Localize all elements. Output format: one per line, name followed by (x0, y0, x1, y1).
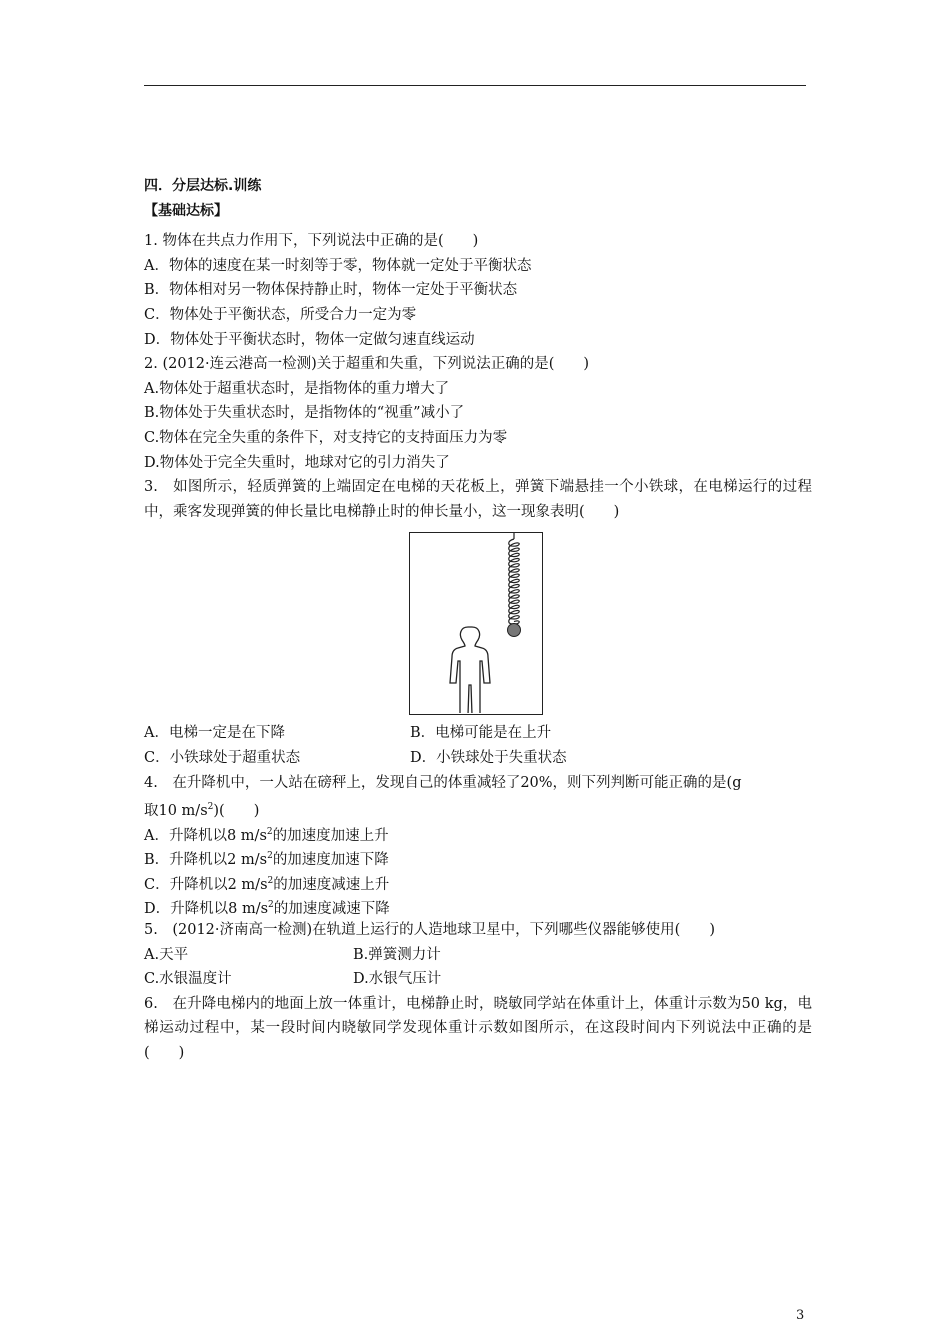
iron-ball-icon (508, 624, 521, 637)
question-5 (144, 918, 812, 992)
option-a: A.物体处于超重状态时，是指物体的重力增大了 (144, 380, 450, 397)
option-text: A．升降机以8 m/s (144, 827, 267, 844)
question-stem-line-1: 4. 在升降机中，一人站在磅秤上，发现自己的体重减轻了20%，则下列判断可能正确的是(g (144, 774, 742, 791)
options-row-2 (144, 746, 812, 771)
option-c: C．小铁球处于超重状态 (144, 749, 301, 766)
option-c (144, 869, 812, 894)
superscript: 2 (266, 826, 273, 837)
option-text: 的加速度减速上升 (273, 876, 390, 893)
option-b (144, 844, 812, 869)
stem-text: )( ) (213, 802, 260, 819)
section-title: 四．分层达标.训练 (144, 178, 262, 194)
question-4 (144, 771, 812, 919)
option-b: B．电梯可能是在上升 (410, 725, 552, 742)
option-c: C.水银温度计 (144, 971, 232, 988)
question-6 (144, 992, 812, 1066)
options-row-1 (144, 721, 812, 746)
option-text: C．升降机以2 m/s (144, 876, 268, 893)
option-d: D.水银气压计 (353, 971, 442, 988)
question-1 (144, 229, 812, 352)
question-2 (144, 352, 812, 475)
question-stem: 2. (2012·连云港高一检测)关于超重和失重，下列说法正确的是( ) (144, 356, 590, 373)
header-rule (144, 85, 806, 86)
elevator-figure (409, 532, 543, 715)
option-d: D．小铁球处于失重状态 (410, 749, 567, 766)
option-text: B．升降机以2 m/s (144, 852, 268, 869)
person-icon (450, 627, 490, 713)
option-a: A．电梯一定是在下降 (144, 725, 285, 742)
option-text: D．升降机以8 m/s (144, 901, 269, 918)
elevator-spring-diagram (410, 533, 541, 713)
option-a: A.天平 (144, 946, 189, 963)
option-c: C．物体处于平衡状态，所受合力一定为零 (144, 306, 417, 323)
superscript: 2 (267, 875, 274, 886)
superscript: 2 (267, 851, 273, 862)
spring-icon (509, 533, 520, 624)
page-number: 3 (796, 1308, 805, 1323)
option-text: 的加速度减速下降 (273, 901, 390, 918)
option-text: 的加速度加速下降 (272, 852, 389, 869)
options-row-2 (144, 967, 812, 992)
stem-text: 取10 m/s (144, 802, 208, 819)
option-d: D.物体处于完全失重时，地球对它的引力消失了 (144, 454, 450, 471)
question-stem-line-2 (144, 795, 812, 820)
option-c: C.物体在完全失重的条件下，对支持它的支持面压力为零 (144, 429, 508, 446)
subsection-title: 【基础达标】 (144, 202, 228, 219)
option-b: B．物体相对另一物体保持静止时，物体一定处于平衡状态 (144, 282, 518, 299)
question-stem: 5. (2012·济南高一检测)在轨道上运行的人造地球卫星中，下列哪些仪器能够使用( ) (144, 922, 715, 939)
option-a: A．物体的速度在某一时刻等于零，物体就一定处于平衡状态 (144, 257, 532, 274)
options-row-1 (144, 943, 812, 968)
option-d: D．物体处于平衡状态时，物体一定做匀速直线运动 (144, 331, 475, 348)
option-d (144, 893, 812, 918)
question-stem: 6. 在升降电梯内的地面上放一体重计，电梯静止时，晓敏同学站在体重计上，体重计示数为50 kg，电梯运动过程中，某一段时间内晓敏同学发现体重计示数如图所示，在这段时间内下列说法中正确的是( ) (144, 995, 812, 1062)
option-b: B.物体处于失重状态时，是指物体的“视重”减小了 (144, 405, 465, 422)
option-text: 的加速度加速上升 (272, 827, 389, 844)
superscript: 2 (268, 900, 274, 911)
option-b: B.弹簧测力计 (353, 946, 441, 963)
option-a (144, 820, 812, 845)
question-stem: 1. 物体在共点力作用下，下列说法中正确的是( ) (144, 233, 479, 250)
question-stem: 3. 如图所示，轻质弹簧的上端固定在电梯的天花板上，弹簧下端悬挂一个小铁球，在电梯运行的过程中，乘客发现弹簧的伸长量比电梯静止时的伸长量小，这一现象表明( ) (144, 479, 812, 520)
superscript: 2 (207, 802, 214, 813)
